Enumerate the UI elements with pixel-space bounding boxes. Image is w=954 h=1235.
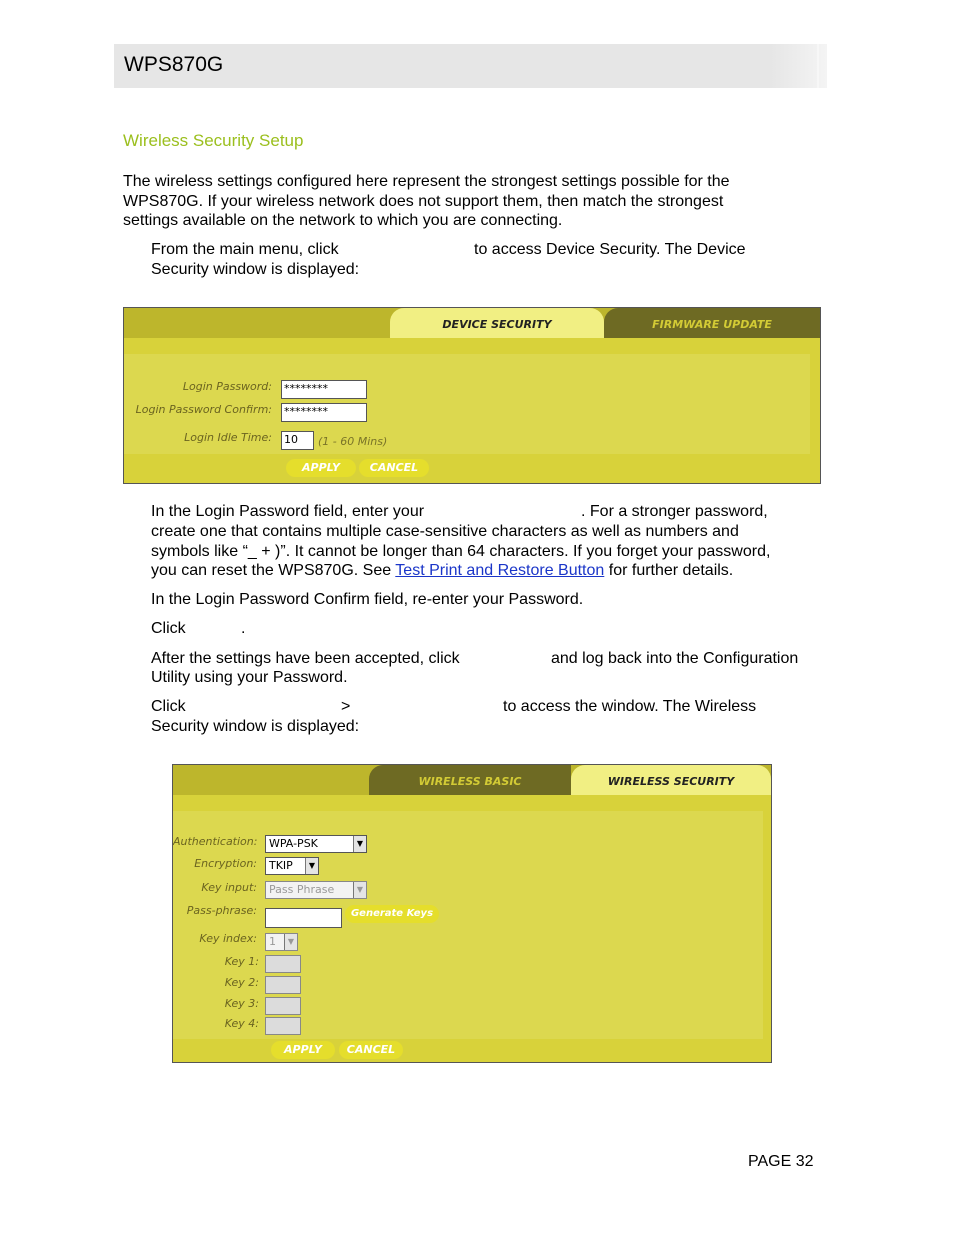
tab-wireless-security[interactable]: WIRELESS SECURITY [571,765,771,795]
step1-text-c: Security window is displayed: [151,261,360,278]
step2-text-a: In the Login Password field, enter your [151,503,425,520]
key-input-select [265,881,367,899]
key-input-value: Pass Phrase [269,883,335,896]
step5-text-c: Utility using your Password. [151,669,348,686]
generate-keys-button[interactable]: Generate Keys [345,905,439,923]
encryption-select[interactable] [265,857,319,875]
login-idle-time-label: Login Idle Time: [184,431,272,444]
encryption-value: TKIP [269,859,293,872]
tab-wireless-basic[interactable]: WIRELESS BASIC [369,765,571,795]
authentication-label: Authentication: [173,835,258,848]
step4-text-b: . [241,620,246,637]
key2-label: Key 2: [224,976,259,989]
document-header [114,44,827,88]
step2-text-f: for further details. [608,562,734,579]
login-password-confirm-input[interactable]: ******** [281,403,367,422]
step4-text-a: Click [151,620,186,637]
key4-input [265,1017,301,1035]
panel-form-area [173,811,763,1039]
tab-firmware-update[interactable]: FIRMWARE UPDATE [604,308,820,338]
step6-text-a: Click [151,698,186,715]
section-title: Wireless Security Setup [123,131,304,150]
header-divider [817,44,819,88]
wireless-security-screenshot [172,764,772,1063]
step3-text: In the Login Password Confirm field, re-enter your Password. [151,591,584,608]
step2-text-c: create one that contains multiple case-sensitive characters as well as numbers and [151,523,739,540]
dropdown-arrow-icon: ▼ [353,836,366,852]
step5-text-b: and log back into the Configuration [551,650,799,667]
authentication-value: WPA-PSK [269,837,318,850]
pass-phrase-label: Pass-phrase: [186,904,257,917]
authentication-select[interactable] [265,835,367,853]
step6-text-b: to access the window. The Wireless [503,698,757,715]
key4-label: Key 4: [224,1017,259,1030]
cancel-button[interactable]: CANCEL [359,459,429,477]
key2-input [265,976,301,994]
login-idle-time-input[interactable]: 10 [281,431,314,450]
key-input-label: Key input: [201,881,257,894]
intro-line-3: settings available on the network to which you are connecting. [123,212,563,229]
encryption-label: Encryption: [194,857,257,870]
dropdown-arrow-icon: ▼ [305,858,318,874]
dropdown-arrow-icon: ▼ [284,934,297,950]
step2-text-e: you can reset the WPS870G. See [151,562,392,579]
step6-text-c: Security window is displayed: [151,718,360,735]
key-index-label: Key index: [199,932,257,945]
step1-text-a: From the main menu, click [151,241,339,258]
tab-device-security[interactable]: DEVICE SECURITY [390,308,604,338]
key-index-value: 1 [269,935,276,948]
cancel-button[interactable]: CANCEL [339,1041,403,1059]
idle-time-hint: (1 - 60 Mins) [318,435,388,448]
key1-label: Key 1: [224,955,259,968]
step6-gt: > [341,698,351,715]
intro-line-2: WPS870G. If your wireless network does not support them, then match the strongest [123,193,724,210]
apply-button[interactable]: APPLY [271,1041,335,1059]
step2-text-d: symbols like “_ + )”. It cannot be longer than 64 characters. If you forget your password, [151,543,771,560]
login-password-confirm-label: Login Password Confirm: [135,403,272,416]
document-title: WPS870G [124,53,224,76]
step1-text-b: to access Device Security. The Device [474,241,746,258]
intro-line-1: The wireless settings configured here represent the strongest settings possible for the [123,173,730,190]
key-index-select [265,933,298,951]
step2-text-b: . For a stronger password, [581,503,768,520]
step2-line-e [151,561,733,581]
apply-button[interactable]: APPLY [286,459,356,477]
test-print-restore-link[interactable]: Test Print and Restore Button [395,562,605,579]
step5-text-a: After the settings have been accepted, click [151,650,460,667]
pass-phrase-input[interactable] [265,908,342,928]
key1-input [265,955,301,973]
login-password-label: Login Password: [182,380,272,393]
device-security-screenshot [123,307,821,484]
key3-label: Key 3: [224,997,259,1010]
dropdown-arrow-icon: ▼ [353,882,366,898]
login-password-input[interactable]: ******** [281,380,367,399]
key3-input [265,997,301,1015]
page-number: PAGE 32 [748,1153,814,1170]
